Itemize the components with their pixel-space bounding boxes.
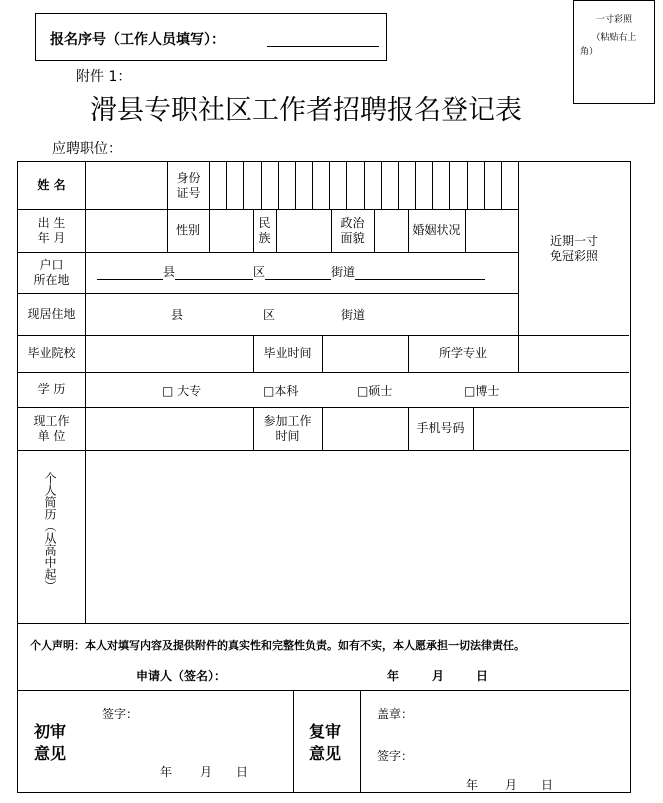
gender-label: 性别 <box>175 223 200 237</box>
photo-note-box <box>573 0 655 104</box>
workplace-label-line: 单 位 <box>37 428 66 443</box>
birth-label-line: 年 月 <box>37 230 66 245</box>
photo-label-line: 近期一寸 <box>549 233 598 248</box>
work-start-label <box>253 407 322 450</box>
declaration-day: 日 <box>476 669 489 683</box>
id-digit-box[interactable] <box>501 162 518 209</box>
residence-county-label: 县 <box>171 308 184 322</box>
applicant-sign-field[interactable] <box>230 665 380 683</box>
id-number-label <box>168 162 209 209</box>
phone-field[interactable] <box>474 407 629 450</box>
political-field[interactable] <box>375 209 408 252</box>
birth-label-line: 出 生 <box>37 215 66 230</box>
second-review-label-line: 意见 <box>309 744 342 763</box>
first-review-sign-label: 签字： <box>102 707 139 721</box>
ethnicity-label-line: 族 <box>258 230 271 245</box>
work-start-label-line: 参加工作 <box>263 413 312 428</box>
ethnicity-field[interactable] <box>277 209 331 252</box>
second-review-year: 年 <box>466 778 479 792</box>
second-review-field[interactable] <box>418 700 618 770</box>
residence-label: 现居住地 <box>27 306 76 321</box>
hukou-district-blank[interactable] <box>175 266 253 280</box>
id-digit-box[interactable] <box>381 162 398 209</box>
photo-note-line: （粘贴右上 <box>591 33 637 43</box>
second-review-day: 日 <box>541 778 554 792</box>
id-digit-box[interactable] <box>449 162 466 209</box>
col-divider <box>293 690 294 792</box>
marital-label: 婚姻状况 <box>412 223 461 237</box>
id-digit-box[interactable] <box>312 162 329 209</box>
id-digit-box[interactable] <box>278 162 295 209</box>
photo-note-line: 一寸彩照 <box>595 15 632 25</box>
hukou-label <box>18 252 85 293</box>
marital-field[interactable] <box>466 209 518 252</box>
first-review-day: 日 <box>236 765 249 779</box>
id-digit-box[interactable] <box>346 162 363 209</box>
second-review-month: 月 <box>505 778 518 792</box>
declaration-year: 年 <box>387 669 400 683</box>
district-label: 区 <box>253 265 266 279</box>
id-digit-box[interactable] <box>432 162 449 209</box>
seal-label: 盖章： <box>377 707 414 721</box>
residence-street-label: 街道 <box>341 308 366 322</box>
street-label: 街道 <box>331 265 356 279</box>
id-number-label-line: 身份 <box>176 170 201 185</box>
registration-label: 报名序号（工作人员填写）： <box>50 32 225 48</box>
residence-district-label: 区 <box>263 308 276 322</box>
id-digit-box[interactable] <box>329 162 346 209</box>
photo-area[interactable] <box>519 162 629 335</box>
political-label <box>331 209 374 252</box>
resume-label: 个人简历（从高中起） <box>43 472 57 592</box>
gender-field[interactable] <box>210 209 253 252</box>
workplace-field[interactable] <box>86 407 253 450</box>
photo-note-line: 角） <box>580 47 599 57</box>
residence-field[interactable] <box>86 293 518 335</box>
workplace-label-line: 现工作 <box>33 413 70 428</box>
registration-box <box>35 13 387 61</box>
edu-option-junior-college[interactable]: □ 大专 <box>162 384 202 398</box>
hukou-label-line: 户口 <box>39 257 64 272</box>
education-options <box>86 372 629 407</box>
id-digit-box[interactable] <box>398 162 415 209</box>
political-label-line: 政治 <box>340 215 365 230</box>
first-review-month: 月 <box>200 765 213 779</box>
id-digit-box[interactable] <box>243 162 260 209</box>
page-title: 滑县专职社区工作者招聘报名登记表 <box>90 95 522 126</box>
name-field[interactable] <box>86 162 167 209</box>
grad-time-field[interactable] <box>323 335 408 372</box>
id-digit-box[interactable] <box>226 162 243 209</box>
ethnicity-label <box>253 209 276 252</box>
workplace-label <box>18 407 85 450</box>
edu-option-master[interactable]: □硕士 <box>357 384 393 398</box>
work-start-label-line: 时间 <box>275 428 300 443</box>
hukou-detail-blank[interactable] <box>355 266 485 280</box>
major-field[interactable] <box>519 335 629 372</box>
grad-time-label: 毕业时间 <box>263 346 312 360</box>
resume-field[interactable] <box>86 451 629 623</box>
hukou-label-line: 所在地 <box>33 272 70 287</box>
id-digit-box[interactable] <box>484 162 501 209</box>
second-review-label <box>309 721 341 765</box>
first-review-field[interactable] <box>138 700 288 760</box>
name-label: 姓 名 <box>37 178 66 192</box>
id-digit-box[interactable] <box>261 162 278 209</box>
work-start-field[interactable] <box>323 407 408 450</box>
hukou-address-field[interactable] <box>86 252 518 293</box>
id-digit-box[interactable] <box>209 162 226 209</box>
political-label-line: 面貌 <box>340 230 365 245</box>
id-digit-box[interactable] <box>295 162 312 209</box>
first-review-label-line: 意见 <box>34 744 67 763</box>
phone-label: 手机号码 <box>416 421 465 435</box>
school-label: 毕业院校 <box>27 346 76 360</box>
second-review-sign-label: 签字： <box>377 749 414 763</box>
id-digit-box[interactable] <box>415 162 432 209</box>
position-label: 应聘职位： <box>52 141 122 157</box>
first-review-label-line: 初审 <box>34 722 67 741</box>
second-review-label-line: 复审 <box>309 722 342 741</box>
registration-number-field[interactable] <box>267 46 379 47</box>
education-label: 学 历 <box>37 382 66 396</box>
edu-option-bachelor[interactable]: □本科 <box>263 384 299 398</box>
declaration-text: 个人声明：本人对填写内容及提供附件的真实性和完整性负责。如有不实，本人愿承担一切法律责任。 <box>30 639 525 652</box>
hukou-county-blank[interactable] <box>97 266 163 280</box>
first-review-label <box>34 721 66 765</box>
id-number-label-line: 证号 <box>176 185 201 200</box>
birth-label <box>18 209 85 252</box>
first-review-year: 年 <box>160 765 173 779</box>
row-divider <box>18 623 629 624</box>
row-divider <box>18 690 629 691</box>
school-field[interactable] <box>86 335 253 372</box>
attachment-label: 附件 1： <box>76 69 132 85</box>
ethnicity-label-line: 民 <box>258 215 271 230</box>
photo-label-line: 免冠彩照 <box>549 248 598 263</box>
county-label: 县 <box>163 265 176 279</box>
applicant-sign-label: 申请人（签名）： <box>136 669 227 683</box>
id-digit-box[interactable] <box>364 162 381 209</box>
id-digit-box[interactable] <box>467 162 484 209</box>
registration-form <box>17 161 631 793</box>
declaration-month: 月 <box>432 669 445 683</box>
hukou-street-blank[interactable] <box>265 266 331 280</box>
major-label: 所学专业 <box>438 346 487 360</box>
birth-field[interactable] <box>86 209 167 252</box>
edu-option-doctor[interactable]: □博士 <box>464 384 500 398</box>
col-divider <box>360 690 361 792</box>
